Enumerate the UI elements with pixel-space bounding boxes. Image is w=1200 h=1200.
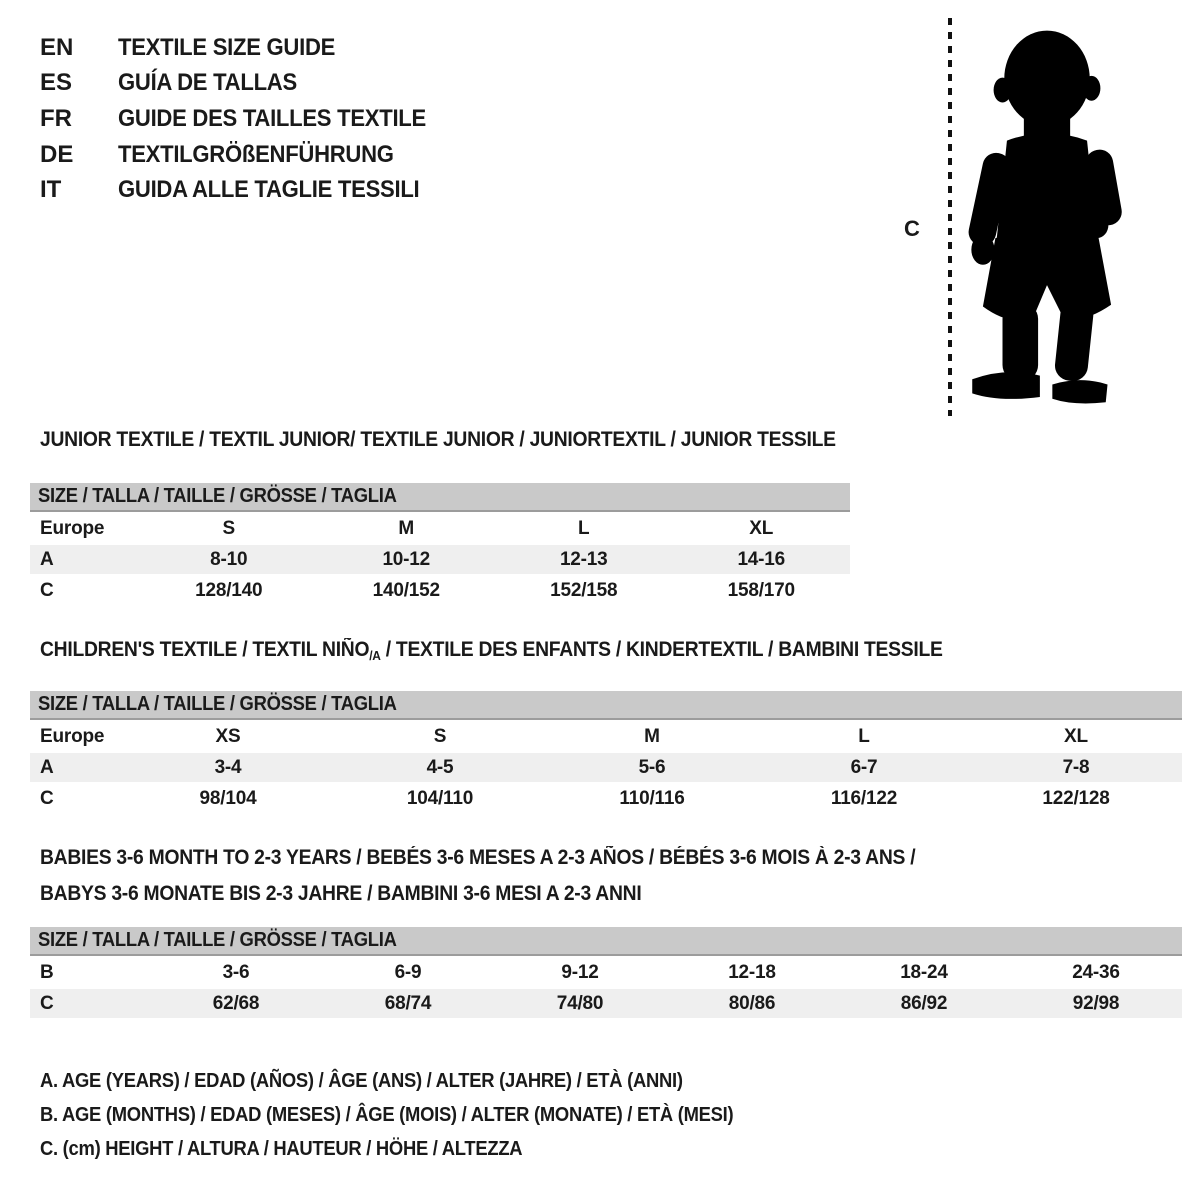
guide-title-en: TEXTILE SIZE GUIDE xyxy=(118,33,336,61)
table-row xyxy=(30,784,1182,813)
guide-title-fr: GUIDE DES TAILLES TEXTILE xyxy=(118,104,426,132)
junior-section-title: JUNIOR TEXTILE / TEXTIL JUNIOR/ TEXTILE JUNIOR / JUNIORTEXTIL / JUNIOR TESSILE xyxy=(40,428,836,451)
guide-title-es: GUÍA DE TALLAS xyxy=(118,69,297,97)
language-code: EN xyxy=(40,33,74,61)
language-code: FR xyxy=(40,104,72,132)
row-label-cell: C xyxy=(40,992,54,1014)
value-cell: 116/122 xyxy=(830,787,898,809)
row-label-cell: A xyxy=(40,548,54,570)
babies-section-title-line1: BABIES 3-6 MONTH TO 2-3 YEARS / BEBÉS 3-6 MESES A 2-3 AÑOS / BÉBÉS 3-6 MOIS À 2-3 ANS / xyxy=(40,846,916,869)
value-cell: 104/110 xyxy=(406,787,474,809)
size-header-bar xyxy=(30,483,850,512)
language-row-fr xyxy=(40,101,453,137)
guide-title-de: TEXTILGRÖßENFÜHRUNG xyxy=(118,140,394,168)
value-cell: 92/98 xyxy=(1072,992,1120,1014)
legend-line-a: A. AGE (YEARS) / EDAD (AÑOS) / ÂGE (ANS) / ALTER (JAHRE) / ETÀ (ANNI) xyxy=(40,1070,683,1092)
value-cell: L xyxy=(858,725,870,747)
size-header-label: SIZE / TALLA / TAILLE / GRÖSSE / TAGLIA xyxy=(38,693,397,715)
legend xyxy=(40,1070,794,1172)
value-cell: 122/128 xyxy=(1042,787,1110,809)
language-code: DE xyxy=(40,140,74,168)
value-cell: 8-10 xyxy=(210,548,248,570)
children-section-title xyxy=(40,638,943,663)
language-code: IT xyxy=(40,176,62,204)
value-cell: 68/74 xyxy=(384,992,432,1014)
value-cell: 9-12 xyxy=(561,961,599,983)
value-cell: 5-6 xyxy=(638,756,666,778)
value-cell: 7-8 xyxy=(1062,756,1090,778)
table-row xyxy=(30,545,850,574)
junior-table-rows xyxy=(30,514,850,605)
table-row xyxy=(30,576,850,605)
row-label-cell: Europe xyxy=(40,725,105,747)
size-header-label: SIZE / TALLA / TAILLE / GRÖSSE / TAGLIA xyxy=(38,929,397,951)
value-cell: L xyxy=(578,517,590,539)
height-measure-dashed-line xyxy=(948,18,952,416)
row-label-cell: Europe xyxy=(40,517,105,539)
value-cell: 12-18 xyxy=(728,961,776,983)
toddler-silhouette-icon xyxy=(958,12,1136,420)
value-cell: XL xyxy=(1064,725,1088,747)
measure-label-c: C xyxy=(904,216,920,241)
children-table-rows xyxy=(30,722,1182,813)
junior-size-table xyxy=(30,483,850,605)
value-cell: 4-5 xyxy=(426,756,454,778)
table-row xyxy=(30,514,850,543)
row-label-cell: A xyxy=(40,756,54,778)
value-cell: 86/92 xyxy=(900,992,948,1014)
size-header-bar xyxy=(30,691,1182,720)
legend-line-b: B. AGE (MONTHS) / EDAD (MESES) / ÂGE (MOIS) / ALTER (MONATE) / ETÀ (MESI) xyxy=(40,1104,734,1126)
children-title-suffix: / TEXTILE DES ENFANTS / KINDERTEXTIL / BAMBINI TESSILE xyxy=(380,638,943,661)
value-cell: 152/158 xyxy=(550,579,618,601)
children-size-table xyxy=(30,691,1182,813)
language-title-list xyxy=(40,30,453,208)
value-cell: 98/104 xyxy=(199,787,257,809)
value-cell: 14-16 xyxy=(737,548,786,570)
legend-line-c: C. (cm) HEIGHT / ALTURA / HAUTEUR / HÖHE / ALTEZZA xyxy=(40,1138,523,1160)
value-cell: 6-7 xyxy=(850,756,878,778)
row-label-cell: B xyxy=(40,961,54,983)
language-row-it xyxy=(40,172,453,208)
size-header-label: SIZE / TALLA / TAILLE / GRÖSSE / TAGLIA xyxy=(38,485,397,507)
value-cell: XS xyxy=(215,725,241,747)
babies-section-title-line2: BABYS 3-6 MONATE BIS 2-3 JAHRE / BAMBINI 3-6 MESI A 2-3 ANNI xyxy=(40,882,642,905)
row-label-cell: C xyxy=(40,787,54,809)
value-cell: 12-13 xyxy=(559,548,608,570)
value-cell: 3-4 xyxy=(214,756,242,778)
value-cell: 62/68 xyxy=(212,992,260,1014)
value-cell: 24-36 xyxy=(1072,961,1120,983)
children-title-prefix: CHILDREN'S TEXTILE / TEXTIL NIÑO xyxy=(40,638,370,661)
row-label-cell: C xyxy=(40,579,54,601)
value-cell: 110/116 xyxy=(619,787,685,809)
value-cell: 6-9 xyxy=(394,961,422,983)
value-cell: 158/170 xyxy=(727,579,795,601)
value-cell: S xyxy=(433,725,447,747)
value-cell: 128/140 xyxy=(195,579,263,601)
table-row xyxy=(30,958,1182,987)
value-cell: 80/86 xyxy=(728,992,776,1014)
language-code: ES xyxy=(40,69,73,97)
value-cell: 3-6 xyxy=(222,961,250,983)
value-cell: S xyxy=(222,517,235,539)
table-row xyxy=(30,753,1182,782)
table-row xyxy=(30,722,1182,751)
table-row xyxy=(30,989,1182,1018)
size-header-bar xyxy=(30,927,1182,956)
language-row-de xyxy=(40,137,453,173)
value-cell: XL xyxy=(749,517,774,539)
value-cell: 18-24 xyxy=(900,961,948,983)
value-cell: M xyxy=(644,725,660,747)
babies-size-table xyxy=(30,927,1182,1018)
value-cell: 140/152 xyxy=(372,579,440,601)
value-cell: 10-12 xyxy=(382,548,431,570)
children-title-subscript: /A xyxy=(369,648,381,663)
guide-title-it: GUIDA ALLE TAGLIE TESSILI xyxy=(118,176,420,204)
value-cell: 74/80 xyxy=(556,992,604,1014)
language-row-en xyxy=(40,30,453,66)
language-row-es xyxy=(40,66,453,102)
babies-table-rows xyxy=(30,958,1182,1018)
value-cell: M xyxy=(398,517,415,539)
